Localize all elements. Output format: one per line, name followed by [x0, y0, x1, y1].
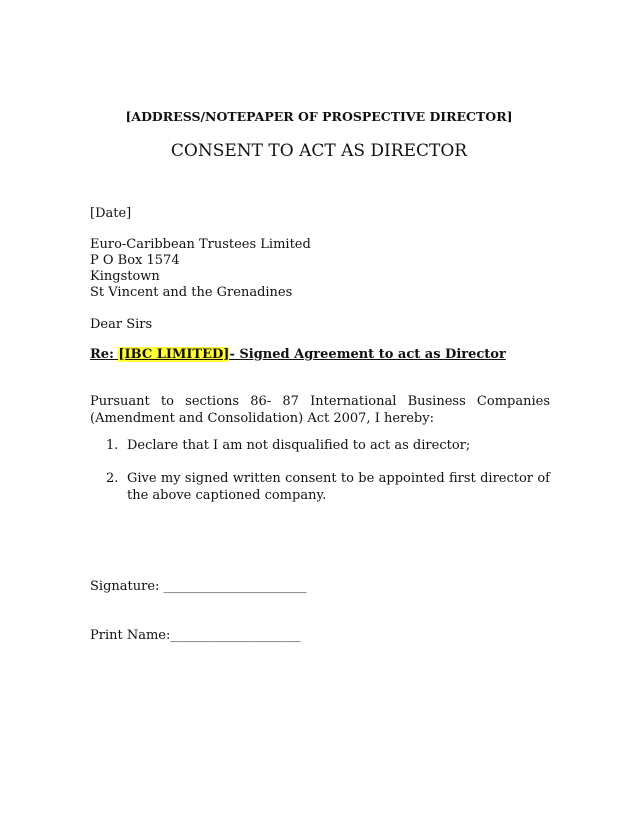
address-placeholder — [0, 108, 638, 126]
address-placeholder-text: [ADDRESS/NOTEPAPER OF PROSPECTIVE DIRECTOR] — [125, 109, 513, 124]
intro-paragraph: Pursuant to sections 86- 87 International Business Companies (Amendment and Consolidation) Act 2007, I hereby: — [90, 394, 550, 426]
list-item-number: 1. — [106, 438, 119, 453]
print-name-field: Print Name:____________________ — [90, 628, 301, 643]
company-name-highlight: [IBC LIMITED] — [118, 347, 230, 362]
list-item-text: Declare that I am not disqualified to act as director; — [127, 438, 471, 453]
subject-suffix: - Signed Agreement to act as Director — [229, 347, 506, 362]
document-title: CONSENT TO ACT AS DIRECTOR — [170, 141, 468, 161]
list-item-number: 2. — [106, 471, 119, 486]
list-item-text: Give my signed written consent to be appointed first director of the above captioned company. — [127, 471, 550, 503]
signature-field: Signature: ______________________ — [90, 579, 307, 594]
recipient-line: St Vincent and the Grenadines — [90, 285, 293, 300]
recipient-line: Kingstown — [90, 269, 160, 284]
subject-prefix: Re: — [90, 347, 119, 362]
recipient-line: P O Box 1574 — [90, 253, 180, 268]
subject-line — [90, 346, 550, 363]
salutation: Dear Sirs — [90, 317, 153, 332]
recipient-line: Euro-Caribbean Trustees Limited — [90, 237, 311, 252]
recipient-address — [90, 237, 550, 301]
date-placeholder: [Date] — [90, 206, 132, 221]
